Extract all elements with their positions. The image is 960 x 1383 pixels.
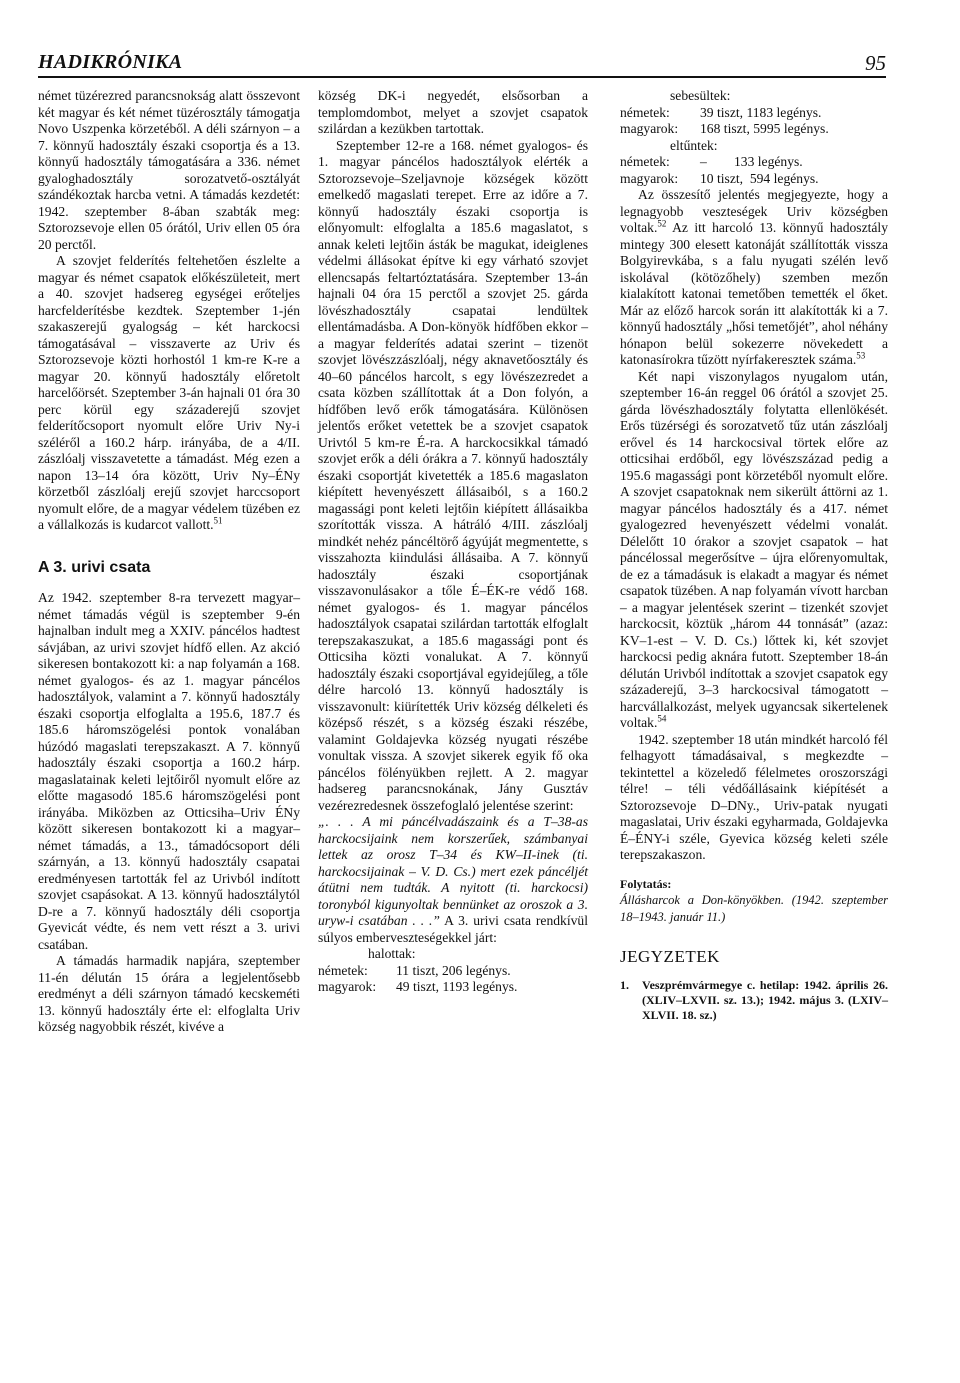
casualty-row: magyarok: 168 tiszt, 5995 legénys.: [620, 121, 829, 136]
header-rule: [38, 76, 886, 78]
page-number: 95: [865, 51, 886, 75]
column-3: [620, 88, 888, 1023]
continuation-reference: Állásharcok a Don-könyökben. (1942. szeptember 18–1943. január 11.): [620, 893, 888, 924]
quote: „. . . A mi páncélvadászaink és a T–38-as harckocsijaink nem korszerűek, számbanyai lettek az orosz T–34 és KW–II-inek (ti. harckocsijainak – V. D. Cs.) mert ezek páncéljét átütni nem tudták. A nyitott (ti. harckocsi) toronyból kigunyoltak bennünket az oroszok a 3. uryw-i csatában . . .” A 3. urivi csata rendkívül súlyos emberveszteségekkel járt:: [318, 814, 589, 945]
page-header: [38, 48, 886, 78]
paragraph: A szovjet felderítés feltehetően észlelte a magyar és német csapatok előkészületeit, mert a 40. szovjet hadsereg egységei erőteljes harcfelderítésbe kezdtek. Szeptember 1-jén szakaszerejű gyalogság – két harckocsi támogatásával – visszaverte az Uriv és Sztorozsevoje közti horhostól 1 km-re K-re a magyar 20. könnyű hadosztály előretolt harcelőörsét. Szeptember 3-án hajnali 01 óra 30 perc körül egy századerejű szovjet felderítőcsoport nyomult előre Uriv Ny-i széléről a 160.2 hárp. irányába, de a 4/II. zászlóalj visszavetette a támadást. Még ezen a napon 13–14 óra között, Uriv Ny–ÉNy körzetből zászlóalj erejű szovjet harccsoport nyomult előre, de a magyar védelem tüzében ez a vállalkozás is kudarcot vallott.$^{51}$: [38, 253, 300, 532]
column-2: [318, 88, 588, 996]
column-1: [38, 88, 300, 1036]
casualty-heading: halottak:: [368, 946, 416, 961]
section-heading: A 3. urivi csata: [38, 558, 151, 576]
casualty-row: németek: 39 tiszt, 1183 legénys.: [620, 104, 822, 120]
casualty-heading: sebesültek:: [670, 88, 731, 103]
footnote-ref: 54: [657, 713, 667, 724]
casualty-row: németek: 11 tiszt, 206 legénys.: [318, 962, 511, 978]
casualty-heading: eltűntek:: [670, 137, 718, 153]
casualty-row: magyarok: 49 tiszt, 1193 legénys.: [318, 979, 518, 994]
paragraph: A támadás harmadik napjára, szeptember 11-én délután 15 órára a legjelentősebb eredményt a déli szárnyon támadó kecskeméti 13. könnyű hadosztály érte el: elfoglalta Uriv község nagyobbik részét, kivéve a: [38, 953, 300, 1034]
footnote-ref: 52: [657, 218, 667, 229]
footnote-ref: 51: [213, 515, 223, 526]
footnote: 1. Veszprémvármegye c. hetilap: 1942. április 26. (XLIV–LXVII. sz. 13.); 1942. május 3. (LXIV–XLVII. 18. sz.): [620, 977, 888, 1022]
footnote-ref: 53: [856, 350, 866, 361]
notes-heading: JEGYZETEK: [620, 947, 720, 966]
casualty-row: magyarok: 10 tiszt, 594 legénys.: [620, 170, 819, 186]
journal-title: HADIKRÓNIKA: [38, 51, 183, 73]
casualty-row: németek: – 133 legénys.: [620, 154, 803, 169]
paragraph: Az 1942. szeptember 8-ra tervezett magyar–német támadás végül is szeptember 9-én hajnalban indult meg a XXIV. páncélos hadtest sávjában, az urivi szovjet hídfő ellen. Az akció sikeresen bontakozott ki: a nap folyamán a 168. német gyalogos- és az 1. magyar páncélos hadosztályok, valamint a 7. könnyű hadosztály északi csoportja elfoglalta a 195.6, 187.7 és 185.6 háromszögelési pontok vonalában húzódó magaslati terepszakaszt. A 7. könnyű hadosztály északi csoportja a 160.2 hárp. magaslatainak keleti lejtőiről nyomult előre az előtte magasodó 185.6 háromszögelési pont irányába. Miközben az Otticsiha–Uriv ÉNy között sikeresen bontakozott ki a magyar–német támadás, a 13., támadócsoport déli szárnyán, a 13. könnyű hadosztály csapatai eredményesen tartották fel az Urivból indított szovjet csapásokat. A 13. könnyű hadosztálytól D-re a 7. könnyű hadosztály déli csoportja Gyevicát védte, és nem vett részt a 3. urivi csatában.: [38, 590, 300, 952]
paragraph: község DK-i negyedét, elsősorban a templomdombot, melyet a szovjet csapatok szilárdan a kezükben tartottak.: [318, 88, 588, 136]
paragraph: német tüzérezred parancsnokság alatt összevont két magyar és két német tüzérosztály támogatja Novo Uszpenka körzetéből. A déli szárnyon – a 7. könnyű hadosztály északi csoportja és a 13. könnyű hadosztály támogatására a 336. német gyaloghadosztály sorozatvető-osztályát szándékoztak harcba vetni. A támadás kezdetét: 1942. szeptember 8-ában szabták meg: Sztorozsevoje ellen 05 órától, Uriv ellen 05 óra 20 perctől.: [38, 88, 300, 252]
continuation-label: Folytatás:: [620, 876, 672, 891]
paragraph: Az összesítő jelentés megjegyezte, hogy a legnagyobb veszteségek Uriv községben voltak.$^{52}$ Az itt harcoló 13. könnyű hadosztály mintegy 300 elesett katonáját szállították vissza Bolgyirevkába, s a falu nyugati szélén levő iskolával (kötözőhely) szemben mezőn kialakított katonai temetőben temették el őket. Már az előző harcok során itt alakították ki a 7. könnyű hadosztály „hősi temetőjét”, ahol néhány hónapon belül sokezerre növekedett a katonasírokra tűzött nyírfakeresztek száma.$^{53}$: [620, 187, 888, 367]
paragraph: Két napi viszonylagos nyugalom után, szeptember 16-án reggel 06 órától a szovjet 25. gárda lövészhadosztály folytatta ellenlökését. Erős tüzérségi és sorozatvető tűz után zászlóalj erővel és 14 harckocsival törtek előre az otticsihai erdőből, egy lövészszázad pedig a 195.6 magassági pont körzetéből nyomult előre. A szovjet csapatoknak nem sikerült áttörni az 1. magyar páncélos hadosztály és a 417. német gyalogezred hevenyészett védelmi vonalát. Délelőtt 10 órakor a szovjet csapatok – hat páncélossal megerősítve – újra előrenyomultak, de ez a támadásuk is elakadt a magyar és német csapatok tüzében. A nap folyamán vívott harcban – a magyar jelentések szerint – tizenkét szovjet harckocsit, köztük „három 44 tonnását” (azaz: KV–1-est – V. D. Cs.) lőttek ki, két szovjet harckocsi pedig aknára futott. Szeptember 18-án délután Urivból indítottak a szovjet csapatok egy századerejű, 3–3 harckocsival támogatott – harcvállalkozást, melyek ugyancsak sikertelenek voltak.$^{54}$: [620, 368, 888, 730]
paragraph: Szeptember 12-re a 168. német gyalogos- és 1. magyar páncélos hadosztályok elérték a Sztorozsevoje–Szeljavnoje községek között emelkedő magaslati terepet. Erre az időre a 7. könnyű hadosztály északi csoportja is előnyomult: elfoglalta a 185.6 magaslatot, s annak keleti lejtőin ásták be magukat, ideiglenes védelmi állásokat építve ki egy várható szovjet ellencsapás feltartóztatására. Szeptember 13-án hajnali 04 óra 15 perctől a szovjet 25. gárda lövészhadosztály csapatai lendültek ellentámadásba. A Don-könyök hídfőben ekkor – a magyar felderítés adatai szerint – tizenöt szovjet lövészzászlóalj, négy aknavetőosztály és 40–60 páncélos harcolt, s egy lövészezredet a csata közben szállítottak át a Don folyón, a hídfőben levő erők támogatására. Különösen jelentős erőket vetettek be a szovjet csapatok Urivtól 5 km-re É-ra. A harckocsikkal támadó szovjet erők a déli órákra a 7. könnyű hadosztály északi csoportját kivetették a 185.6 magaslaton kiépített hevenyészett állásaiból, s a 160.2 magassági pont keleti lejtőin kiépített állásaikba szorították vissza. A hátráló 4/III. zászlóalj mindkét nehéz páncéltörő ágyúját megmentette, s visszahozta kiindulási állásaiba. A 7. könnyű hadosztály északi csoportjának visszavonulásakor a tőle É–ÉK-re védő 168. német gyalogos- és 1. magyar páncélos hadosztályok csapatai szilárdan tartották elfoglalt terepszakaszukat, a 185.6 magassági pont és Otticsiha közti vonalukat. A 7. könnyű hadosztály északi csoportjával egyidejűleg, a tőle délre harcoló 13. könnyű hadosztály is visszavonult: kiürítették Uriv község délkeleti és középső részét, s a község északi részébe, valamint Goldajevka község nyugati részébe vonultak vissza. A szovjet sikerek egyik fő oka páncélos fölényükben rejlett. A 2. magyar hadsereg parancsnokának, Jány Gusztáv vezérezredesnek összefoglaló jelentése szerint:: [318, 137, 588, 813]
paragraph: 1942. szeptember 18 után mindkét harcoló fél felhagyott támadásaival, s megkezdte – tekintettel a közeledő félelmetes oroszországi télre! – téli védőállásaink kiépítését a Sztorozsevoje D–DNy., Uriv-patak nyugati magaslatai, Uriv északi egyharmada, Goldajevka É–ÉNY-i széle, Gyevica község keleti széle terepszakaszon.: [620, 731, 888, 862]
